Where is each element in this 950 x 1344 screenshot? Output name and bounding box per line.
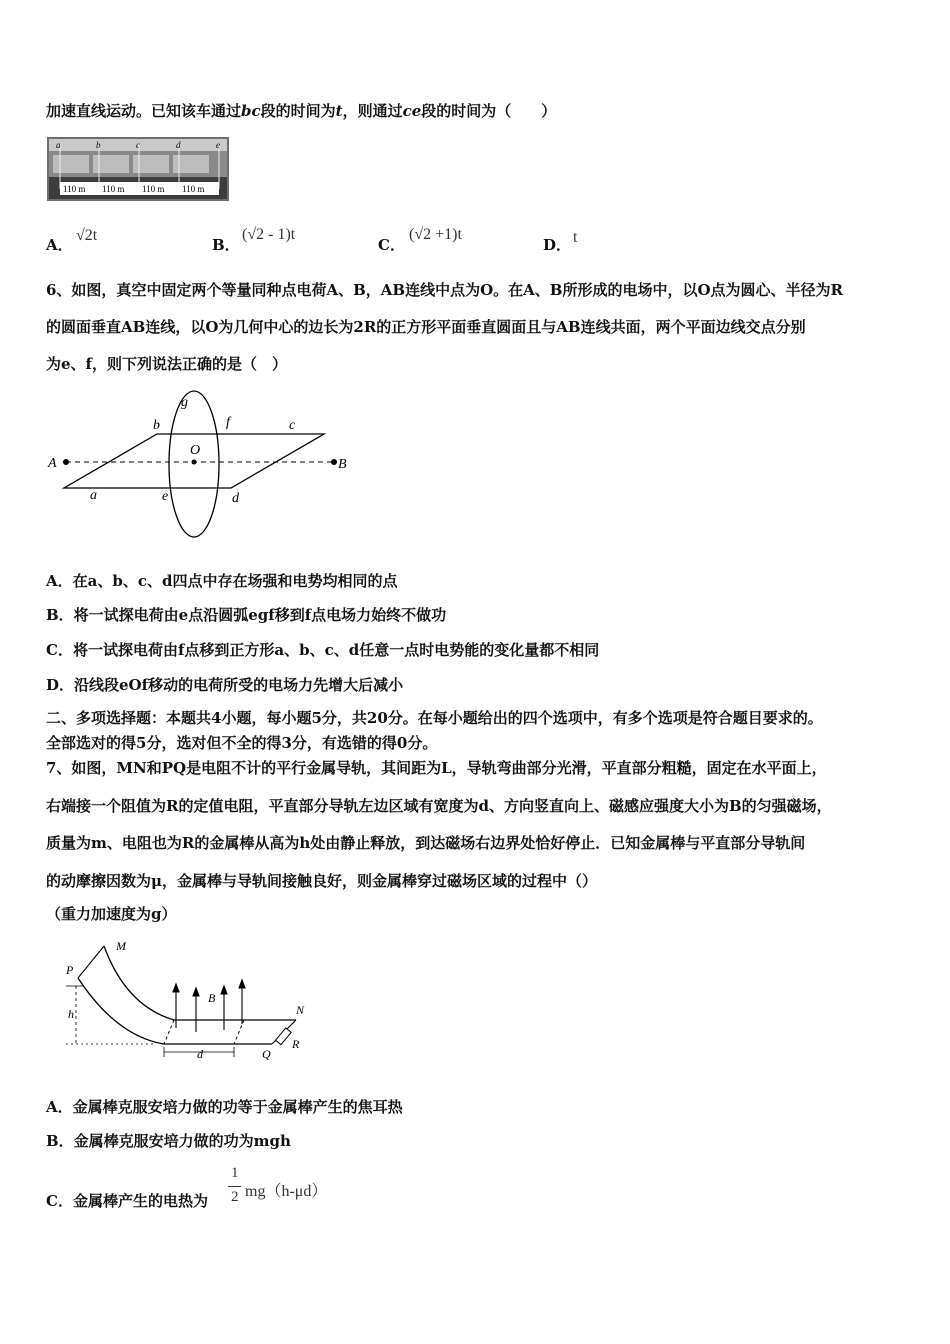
pt-e: e	[216, 140, 220, 150]
q6-option-d: D．沿线段eOf移动的电荷所受的电场力先增大后减小	[46, 676, 404, 694]
label-N: N	[296, 1003, 305, 1017]
q7-stem-line-5: （重力加速度为g）	[46, 905, 177, 923]
dist-4: 110 m	[182, 184, 205, 194]
q5-option-a-expr: √2t	[76, 227, 98, 244]
pt-a: a	[56, 140, 61, 150]
q5-option-d-expr: t	[573, 229, 578, 246]
label-d: d	[232, 491, 239, 506]
q6-stem-line-1: 6、如图，真空中固定两个等量同种点电荷A、B，AB连线中点为O。在A、B所形成的电场中，以O点为圆心、半径为R	[46, 281, 843, 299]
q7-option-c-frac-num: 1	[231, 1165, 239, 1181]
q6-option-a: A．在a、b、c、d四点中存在场强和电势均相同的点	[46, 572, 398, 590]
label-a: a	[90, 488, 97, 503]
q7-stem-line-2: 右端接一个阻值为R的定值电阻，平直部分导轨左边区域有宽度为d、方向竖直向上、磁感应强度大小为B的匀强磁场，	[46, 797, 832, 815]
label-b: b	[153, 418, 160, 433]
pt-c: c	[136, 140, 140, 150]
label-c: c	[289, 418, 296, 433]
pt-d: d	[176, 140, 181, 150]
label-A: A	[48, 456, 57, 471]
q6-option-b: B．将一试探电荷由e点沿圆弧egf移到f点电场力始终不做功	[46, 606, 447, 624]
q5-option-b-expr: (√2 - 1)t	[242, 226, 296, 243]
q7-option-c: C．金属棒产生的电热为	[46, 1192, 208, 1210]
q5-option-c-expr: (√2 +1)t	[409, 226, 462, 243]
label-d: d	[197, 1047, 203, 1061]
q6-stem-line-3: 为e、f，则下列说法正确的是（ ）	[46, 355, 287, 373]
q5-stem: 加速直线运动。已知该车通过bc段的时间为t，则通过ce段的时间为（ ）	[46, 102, 557, 120]
q5-option-d-label: D．	[543, 236, 572, 254]
q7-option-c-expr: mg（h-μd）	[245, 1183, 328, 1200]
q7-stem-line-4: 的动摩擦因数为μ，金属棒与导轨间接触良好，则金属棒穿过磁场区域的过程中（）	[46, 872, 597, 890]
label-f: f	[226, 415, 230, 430]
q7-rail-figure	[56, 936, 316, 1066]
label-B: B	[208, 991, 216, 1005]
q5-track-figure	[47, 137, 229, 201]
label-h: h	[68, 1007, 74, 1021]
label-B: B	[338, 457, 347, 472]
q6-stem-line-2: 的圆面垂直AB连线，以O为几何中心的边长为2R的正方形平面垂直圆面且与AB连线共面，两个平面边线交点分别	[46, 318, 806, 336]
dist-2: 110 m	[102, 184, 125, 194]
q7-option-b: B．金属棒克服安培力做的功为mgh	[46, 1132, 291, 1150]
label-g: g	[181, 395, 188, 410]
dist-3: 110 m	[142, 184, 165, 194]
section2-line-2: 全部选对的得5分，选对但不全的得3分，有选错的得0分。	[46, 734, 438, 752]
label-M: M	[116, 939, 126, 953]
section2-line-1: 二、多项选择题：本题共4小题，每小题5分，共20分。在每小题给出的四个选项中，有多个选项是符合题目要求的。	[46, 709, 823, 727]
dist-1: 110 m	[63, 184, 86, 194]
q7-stem-line-1: 7、如图，MN和PQ是电阻不计的平行金属导轨，其间距为L，导轨弯曲部分光滑，平直部分粗糙，固定在水平面上，	[46, 759, 827, 777]
q7-option-c-frac-bar	[228, 1186, 241, 1187]
q7-option-a: A．金属棒克服安培力做的功等于金属棒产生的焦耳热	[46, 1098, 403, 1116]
label-P: P	[66, 963, 74, 977]
q5-option-b-label: B．	[212, 236, 240, 254]
q6-option-c: C．将一试探电荷由f点移到正方形a、b、c、d任意一点时电势能的变化量都不相同	[46, 641, 600, 659]
q6-field-figure	[44, 388, 364, 548]
label-O: O	[190, 443, 201, 458]
label-Q: Q	[262, 1047, 271, 1061]
q7-stem-line-3: 质量为m、电阻也为R的金属棒从高为h处由静止释放，到达磁场右边界处恰好停止．已知金属棒与平直部分导轨间	[46, 834, 806, 852]
q7-option-c-frac-den: 2	[231, 1189, 239, 1205]
q5-option-c-label: C．	[378, 236, 405, 254]
pt-b: b	[96, 140, 101, 150]
q5-option-a-label: A．	[46, 236, 73, 254]
label-e: e	[162, 489, 169, 504]
label-R: R	[292, 1037, 300, 1051]
